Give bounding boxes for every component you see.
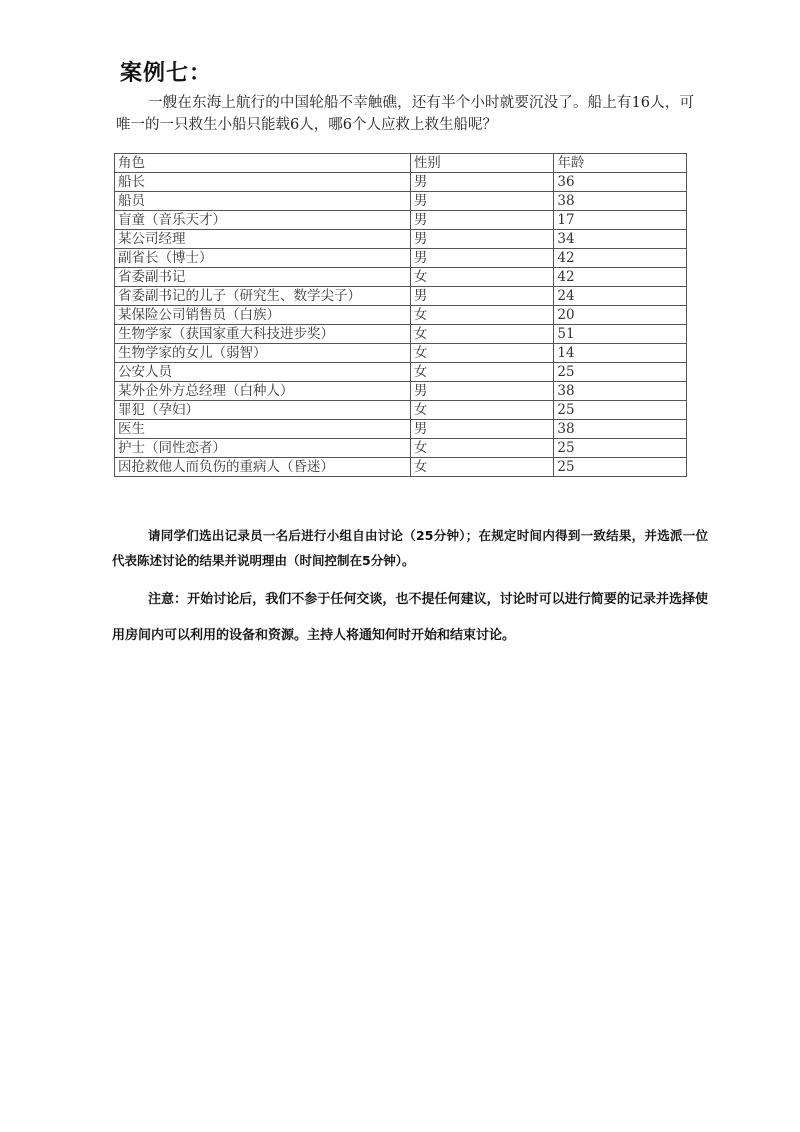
table-row bbox=[115, 439, 687, 458]
case-intro: 一艘在东海上航行的中国轮船不幸触礁，还有半个小时就要沉没了。船上有16人，可唯一的一只救生小船只能载6人，哪6个人应救上救生船呢？ bbox=[116, 95, 694, 133]
table-row bbox=[115, 173, 687, 192]
role-cell: 船长 bbox=[115, 173, 411, 192]
role-cell: 护士（同性恋者） bbox=[115, 439, 411, 458]
gender-cell: 男 bbox=[410, 192, 554, 211]
table-row bbox=[115, 325, 687, 344]
age-cell: 25 bbox=[554, 458, 687, 477]
table-row bbox=[115, 306, 687, 325]
role-cell: 生物学家（获国家重大科技进步奖） bbox=[115, 325, 411, 344]
gender-cell: 男 bbox=[410, 249, 554, 268]
notice-paragraph: 注意：开始讨论后，我们不参于任何交谈，也不提任何建议，讨论时可以进行简要的记录并选择使用房间内可以利用的设备和资源。主持人将通知何时开始和结束讨论。 bbox=[112, 592, 708, 643]
age-cell: 36 bbox=[554, 173, 687, 192]
gender-cell: 女 bbox=[410, 268, 554, 287]
table-row bbox=[115, 401, 687, 420]
gender-cell: 男 bbox=[410, 382, 554, 401]
gender-cell: 男 bbox=[410, 211, 554, 230]
table-row bbox=[115, 344, 687, 363]
table-row bbox=[115, 230, 687, 249]
gender-cell: 男 bbox=[410, 287, 554, 306]
gender-cell: 女 bbox=[410, 401, 554, 420]
gender-cell: 女 bbox=[410, 344, 554, 363]
role-cell: 省委副书记 bbox=[115, 268, 411, 287]
table-row bbox=[115, 268, 687, 287]
gender-cell: 男 bbox=[410, 230, 554, 249]
age-cell: 20 bbox=[554, 306, 687, 325]
table-header-row bbox=[115, 154, 687, 173]
role-cell: 罪犯（孕妇） bbox=[115, 401, 411, 420]
role-cell: 某保险公司销售员（白族） bbox=[115, 306, 411, 325]
gender-cell: 女 bbox=[410, 325, 554, 344]
age-cell: 38 bbox=[554, 192, 687, 211]
table-row bbox=[115, 211, 687, 230]
role-cell: 生物学家的女儿（弱智） bbox=[115, 344, 411, 363]
role-cell: 某外企外方总经理（白种人） bbox=[115, 382, 411, 401]
role-cell: 船员 bbox=[115, 192, 411, 211]
role-cell: 因抢救他人而负伤的重病人（昏迷） bbox=[115, 458, 411, 477]
role-cell: 医生 bbox=[115, 420, 411, 439]
gender-cell: 男 bbox=[410, 173, 554, 192]
age-cell: 42 bbox=[554, 249, 687, 268]
roles-table bbox=[114, 153, 687, 477]
age-cell: 38 bbox=[554, 382, 687, 401]
table-row bbox=[115, 192, 687, 211]
gender-cell: 女 bbox=[410, 363, 554, 382]
gender-cell: 女 bbox=[410, 439, 554, 458]
instruction-paragraph: 请同学们选出记录员一名后进行小组自由讨论（25分钟）；在规定时间内得到一致结果，并选派一位代表陈述讨论的结果并说明理由（时间控制在5分钟）。 bbox=[112, 528, 708, 568]
age-cell: 34 bbox=[554, 230, 687, 249]
table-row bbox=[115, 287, 687, 306]
role-cell: 副省长（博士） bbox=[115, 249, 411, 268]
age-cell: 24 bbox=[554, 287, 687, 306]
roles-table-body bbox=[115, 173, 687, 477]
table-row bbox=[115, 363, 687, 382]
table-row bbox=[115, 420, 687, 439]
gender-cell: 男 bbox=[410, 420, 554, 439]
header-gender: 性别 bbox=[410, 154, 554, 173]
age-cell: 42 bbox=[554, 268, 687, 287]
table-row bbox=[115, 458, 687, 477]
header-age: 年龄 bbox=[554, 154, 687, 173]
case-title: 案例七： bbox=[120, 61, 213, 86]
age-cell: 25 bbox=[554, 439, 687, 458]
age-cell: 17 bbox=[554, 211, 687, 230]
age-cell: 25 bbox=[554, 363, 687, 382]
role-cell: 省委副书记的儿子（研究生、数学尖子） bbox=[115, 287, 411, 306]
age-cell: 25 bbox=[554, 401, 687, 420]
gender-cell: 女 bbox=[410, 306, 554, 325]
gender-cell: 女 bbox=[410, 458, 554, 477]
age-cell: 38 bbox=[554, 420, 687, 439]
role-cell: 某公司经理 bbox=[115, 230, 411, 249]
table-row bbox=[115, 382, 687, 401]
role-cell: 盲童（音乐天才） bbox=[115, 211, 411, 230]
age-cell: 51 bbox=[554, 325, 687, 344]
age-cell: 14 bbox=[554, 344, 687, 363]
header-role: 角色 bbox=[115, 154, 411, 173]
role-cell: 公安人员 bbox=[115, 363, 411, 382]
table-row bbox=[115, 249, 687, 268]
